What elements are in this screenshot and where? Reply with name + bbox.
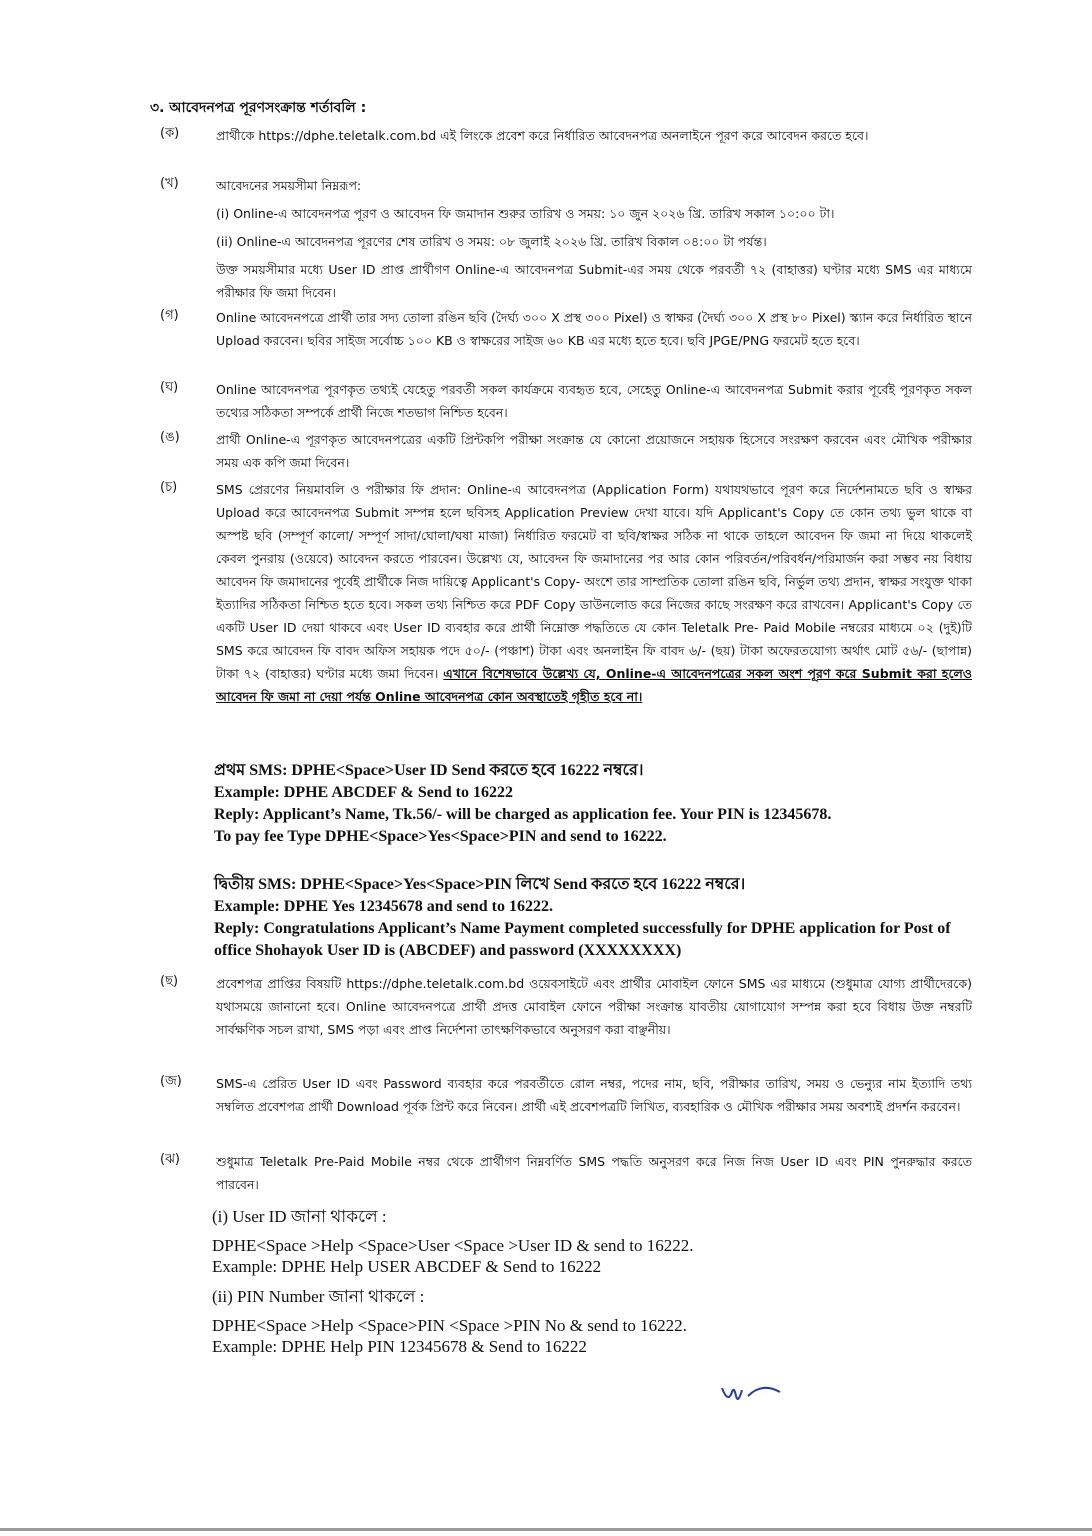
recovery-user-id [212, 1206, 972, 1277]
item-marker: (গ) [160, 308, 179, 323]
sms-line: To pay fee Type DPHE<Space>Yes<Space>PIN and send to 16222. [214, 828, 667, 845]
item-text: (ii) Online-এ আবেদনপত্র পূরণের শেষ তারিখ ও সময়: ০৮ জুলাই ২০২৬ খ্রি. তারিখ বিকাল ০৪:০০ টা পর্যন্ত। [216, 234, 767, 249]
item-marker: (ছ) [160, 974, 179, 989]
sms-line: Example: DPHE ABCDEF & Send to 16222 [214, 784, 513, 801]
section-heading: ৩. আবেদনপত্র পূরণসংক্রান্ত শর্তাবলি : [150, 100, 367, 116]
emphasis-note: এখানে বিশেষভাবে উল্লেখ্য যে, Online-এ আবেদনপত্রের সকল অংশ পূরণ করে Submit করা হলেও আবেদন ফি জমা না দেয়া পর্যন্ত Online আবেদনপত্র কোন অবস্থাতেই গৃহীত হবে না। [216, 666, 972, 704]
item-text: উক্ত সময়সীমার মধ্যে User ID প্রাপ্ত প্রার্থীগণ Online-এ আবেদনপত্র Submit-এর সময় থেকে পরবর্তী ৭২ (বাহাত্তর) ঘণ্টার মধ্যে SMS এর মাধ্যমে পরীক্ষার ফি জমা দিবেন। [216, 262, 972, 300]
item-marker: (চ) [160, 480, 178, 495]
item-text: প্রার্থীকে https://dphe.teletalk.com.bd এই লিংকে প্রবেশ করে নির্ধারিত আবেদনপত্র অনলাইনে পূরণ করে আবেদন করতে হবে। [216, 128, 869, 143]
item-text: SMS প্রেরণের নিয়মাবলি ও পরীক্ষার ফি প্রদান: Online-এ আবেদনপত্র (Application Form) যথাযথভাবে পূরণ করে নির্দেশনামতে ছবি ও স্বাক্ষর Upload করে আবেদনপত্র Submit সম্পন্ন হলে ছবিসহ Application Preview দেখা যাবে। যদি Applicant's Copy তে কোন তথ্য ভুল থাকে বা অস্পষ্ট ছবি (সম্পূর্ণ কালো/ সম্পূর্ণ সাদা/ঘোলা/ঘষা মাজা) নির্ধারিত ফরমেট বা ছবি/স্বাক্ষর সঠিক না থাকে তাহলে আবেদন ফি জমা না দিয়ে থাকলেই কেবল পুনরায় (ওয়েবে) আবেদন করতে পারবেন। উল্লেখ্য যে, আবেদন ফি জমাদানের পর আর কোন পরিবর্তন/পরিবর্ধন/পরিমার্জন করা সম্ভব নয় বিধায় আবেদন ফি জমাদানের পূর্বেই প্রার্থীকে নিজ দায়িত্বে Applicant's Copy- অংশে তার সাম্প্রতিক তোলা রঙিন ছবি, নির্ভুল তথ্য প্রদান, স্বাক্ষর সংযুক্ত থাকা ইত্যাদির সঠিকতা নিশ্চিত হতে হবে। সকল তথ্য নিশ্চিত করে PDF Copy ডাউনলোড করে নিজের কাছে সংরক্ষণ করে রাখবেন। Applicant's Copy তে একটি User ID দেয়া থাকবে এবং User ID ব্যবহার করে প্রার্থী নিম্নোক্ত পদ্ধতিতে যে কোন Teletalk Pre- Paid Mobile নম্বরের মাধ্যমে ০২ (দুই)টি SMS করে আবেদন ফি বাবদ অফিস সহায়ক পদে ৫০/- (পঞ্চাশ) টাকা এবং অনলাইন ফি বাবদ ৬/- (ছয়) টাকা অফেরতযোগ্য অর্থাৎ মোট ৫৬/- (ছাপান্ন) টাকা ৭২ (বাহাত্তর) ঘণ্টার মধ্যে জমা দিবেন। [216, 482, 972, 681]
item-text: SMS-এ প্রেরিত User ID এবং Password ব্যবহার করে পরবর্তীতে রোল নম্বর, পদের নাম, ছবি, পরীক্ষার তারিখ, সময় ও ভেন্যুর নাম ইত্যাদি তথ্য সম্বলিত প্রবেশপত্র প্রার্থী Download পূর্বক প্রিন্ট করে নিবেন। প্রার্থী এই প্রবেশপত্রটি লিখিত, ব্যবহারিক ও মৌখিক পরীক্ষার সময় অবশ্যই প্রদর্শন করবেন। [216, 1076, 972, 1114]
item-text: প্রবেশপত্র প্রাপ্তির বিষয়টি https://dphe.teletalk.com.bd ওয়েবসাইটে এবং প্রার্থীর মোবাইল ফোনে SMS এর মাধ্যমে (শুধুমাত্র যোগ্য প্রার্থীদেরকে) যথাসময়ে জানানো হবে। Online আবেদনপত্রে প্রার্থী প্রদত্ত মোবাইল ফোনে পরীক্ষা সংক্রান্ত যাবতীয় যোগাযোগ সম্পন্ন করা হবে বিধায় উক্ত নম্বরটি সার্বক্ষণিক সচল রাখা, SMS পড়া এবং প্রাপ্ত নির্দেশনা তাৎক্ষণিকভাবে অনুসরণ করা বাঞ্ছনীয়। [216, 976, 972, 1037]
item-marker: (খ) [160, 176, 179, 191]
item-text: Online আবেদনপত্রে প্রার্থী তার সদ্য তোলা রঙিন ছবি (দৈর্ঘ্য ৩০০ X প্রস্থ ৩০০ Pixel) ও স্বাক্ষর (দৈর্ঘ্য ৩০০ X প্রস্থ ৮০ Pixel) স্ক্যান করে নির্ধারিত স্থানে Upload করবেন। ছবির সাইজ সর্বোচ্চ ১০০ KB ও স্বাক্ষরের সাইজ ৬০ KB এর মধ্যে হতে হবে। ছবি JPGE/PNG ফরমেট হতে হবে। [216, 310, 972, 348]
recovery-command: DPHE<Space >Help <Space>User <Space >User ID & send to 16222. [212, 1236, 694, 1255]
recovery-example: Example: DPHE Help USER ABCDEF & Send to 16222 [212, 1257, 602, 1276]
sms-line: Example: DPHE Yes 12345678 and send to 16222. [214, 898, 553, 915]
item-marker: (জ) [160, 1074, 182, 1089]
item-text: প্রার্থী Online-এ পূরণকৃত আবেদনপত্রের একটি প্রিন্টকপি পরীক্ষা সংক্রান্ত যে কোনো প্রয়োজনে সহায়ক হিসেবে সংরক্ষণ করবেন এবং মৌখিক পরীক্ষার সময় এক কপি জমা দিবেন। [216, 432, 972, 470]
recovery-example: Example: DPHE Help PIN 12345678 & Send to 16222 [212, 1337, 587, 1356]
item-text: (i) Online-এ আবেদনপত্র পূরণ ও আবেদন ফি জমাদান শুরুর তারিখ ও সময়: ১০ জুন ২০২৬ খ্রি. তারিখ সকাল ১০:০০ টা। [216, 206, 835, 221]
sms-line: Reply: Applicant’s Name, Tk.56/- will be charged as application fee. Your PIN is 12345678. [214, 806, 832, 823]
item-marker: (ঙ) [160, 430, 180, 445]
signature-mark [718, 1378, 788, 1408]
item-text: শুধুমাত্র Teletalk Pre-Paid Mobile নম্বর থেকে প্রার্থীগণ নিম্নবর্ণিত SMS পদ্ধতি অনুসরণ করে নিজ নিজ User ID এবং PIN পুনরুদ্ধার করতে পারবেন। [216, 1154, 972, 1192]
sms-line: প্রথম SMS: DPHE<Space>User ID Send করতে হবে 16222 নম্বরে। [214, 762, 644, 779]
recovery-heading: (ii) PIN Number জানা থাকলে : [212, 1287, 425, 1306]
item-marker: (ক) [160, 126, 180, 141]
recovery-command: DPHE<Space >Help <Space>PIN <Space >PIN No & send to 16222. [212, 1316, 687, 1335]
recovery-pin [212, 1286, 972, 1357]
sms-first-block [214, 760, 974, 848]
recovery-heading: (i) User ID জানা থাকলে : [212, 1207, 387, 1226]
sms-second-block [214, 874, 974, 962]
item-marker: (ঘ) [160, 380, 179, 395]
item-marker: (ঝ) [160, 1152, 180, 1167]
page-bottom-edge [0, 1528, 1092, 1531]
sms-line: দ্বিতীয় SMS: DPHE<Space>Yes<Space>PIN লিখে Send করতে হবে 16222 নম্বরে। [214, 876, 746, 893]
item-text: Online আবেদনপত্র পূরণকৃত তথ্যই যেহেতু পরবর্তী সকল কার্যক্রমে ব্যবহৃত হবে, সেহেতু Online-এ আবেদনপত্র Submit করার পূর্বেই পূরণকৃত সকল তথ্যের সঠিকতা সম্পর্কে প্রার্থী নিজে শতভাগ নিশ্চিত হবেন। [216, 382, 972, 420]
item-text: আবেদনের সময়সীমা নিম্নরূপ: [216, 178, 362, 193]
sms-line: Reply: Congratulations Applicant’s Name Payment completed successfully for DPHE application for Post of office Shohayok User ID is (ABCDEF) and password (XXXXXXXX) [214, 920, 951, 959]
